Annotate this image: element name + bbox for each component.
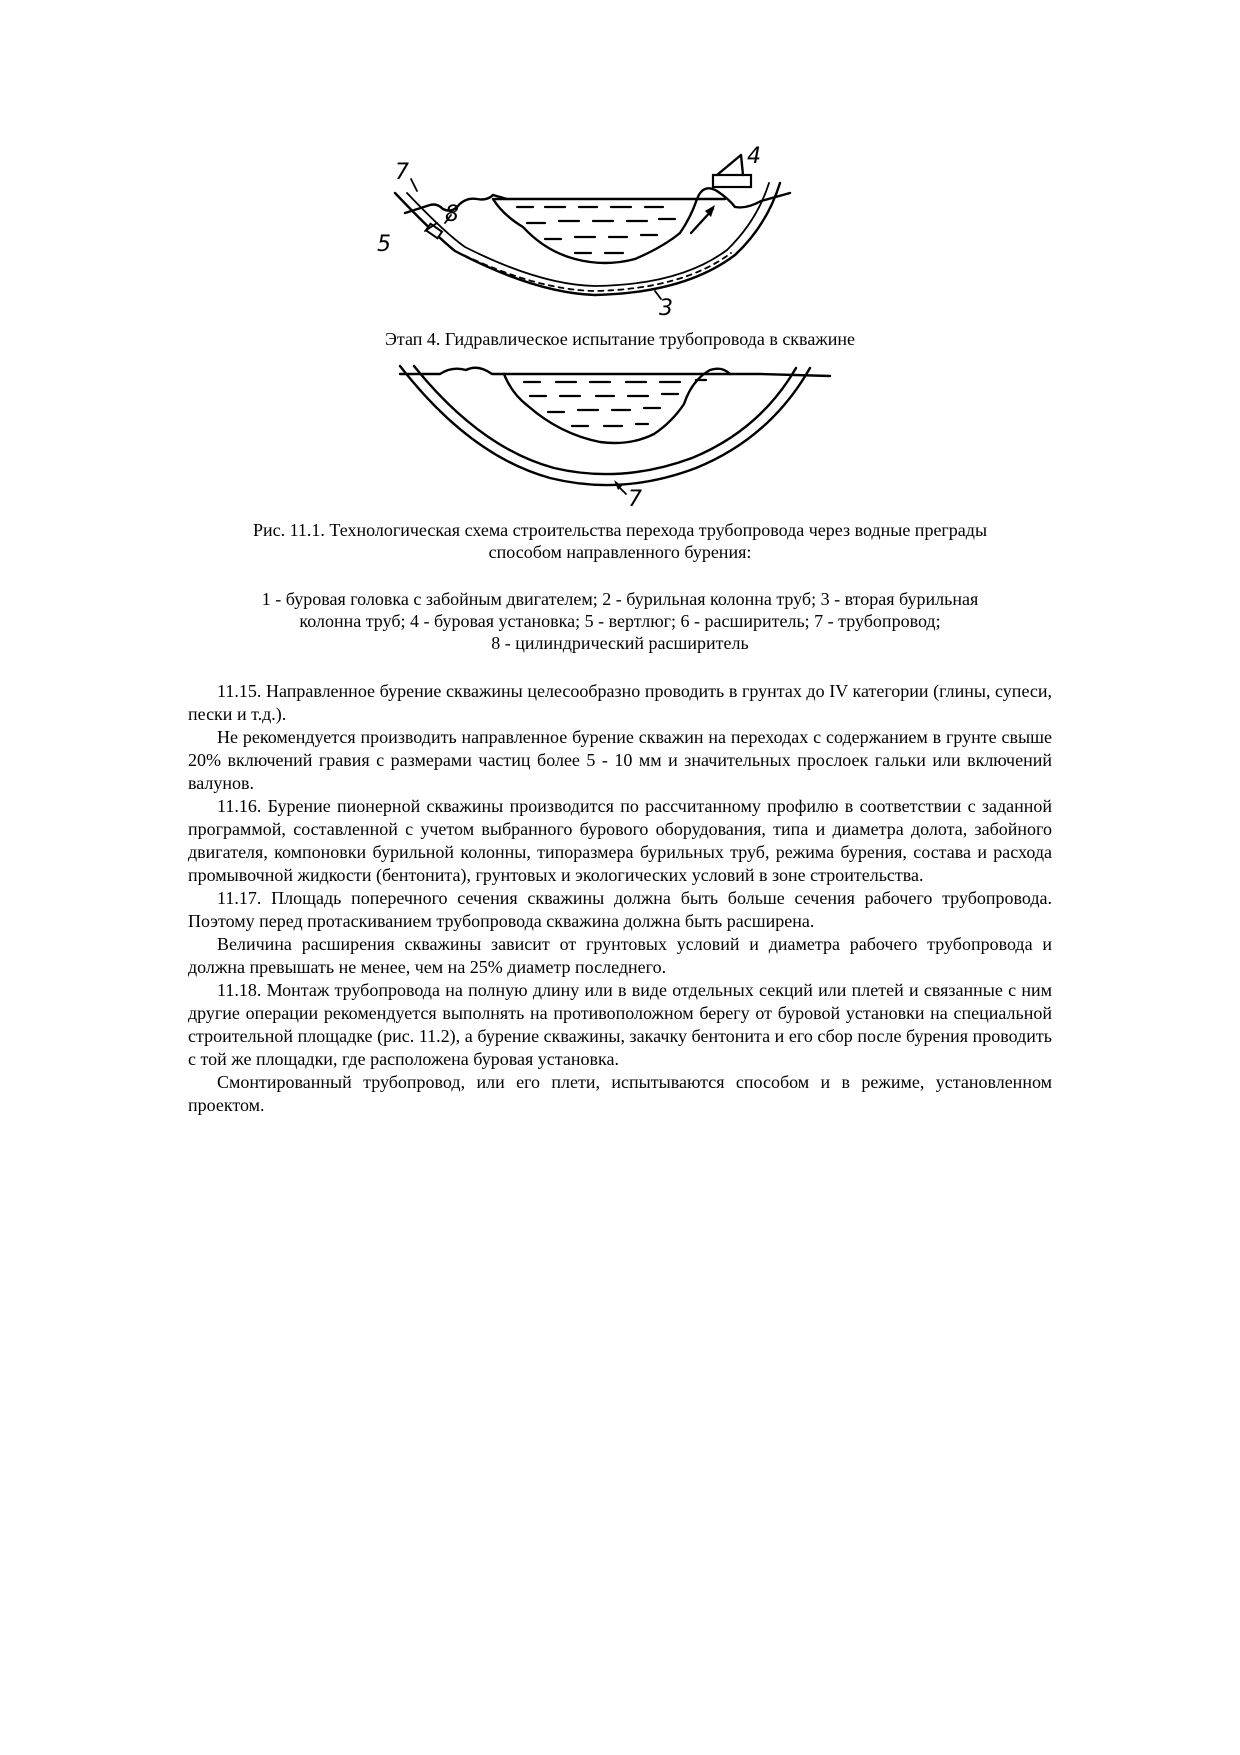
water-dashes bbox=[524, 380, 706, 426]
label-7: 7 bbox=[628, 487, 642, 512]
figure-final-diagram bbox=[400, 360, 850, 510]
label-7-top: 7 bbox=[395, 160, 409, 185]
figure-legend-line1: 1 - буровая головка с забойным двигателем; 2 - бурильная колонна труб; 3 - вторая бурильная bbox=[261, 589, 979, 609]
body-text bbox=[188, 680, 1052, 1117]
label-5: 5 bbox=[377, 232, 391, 257]
paragraph-11-18: 11.18. Монтаж трубопровода на полную длину или в виде отдельных секций или плетей и связанные с ним другие операции рекомендуется выполнять на противоположном берегу от буровой установки на специальной строительной площадке (рис. 11.2), а бурение скважины, закачку бентонита и его сбор после бурения проводить с той же площадки, где расположена буровая установка. bbox=[188, 980, 1052, 1069]
label-4: 4 bbox=[747, 144, 761, 169]
paragraph-11-17: 11.17. Площадь поперечного сечения скважины должна быть больше сечения рабочего трубопровода. Поэтому перед протаскиванием трубопровода скважина должна быть расширена. bbox=[188, 888, 1052, 931]
label-3: 3 bbox=[659, 296, 673, 321]
figure-stage4-diagram bbox=[377, 144, 855, 321]
drill-rig-icon bbox=[713, 155, 751, 187]
figure-title-line1: Рис. 11.1. Технологическая схема строительства перехода трубопровода через водные преграды bbox=[252, 520, 988, 540]
figure-legend-line2: колонна труб; 4 - буровая установка; 5 - вертлюг; 6 - расширитель; 7 - трубопровод; bbox=[299, 611, 941, 631]
figure-legend-line3: 8 - цилиндрический расширитель bbox=[491, 633, 749, 653]
paragraph-11-15: 11.15. Направленное бурение скважины целесообразно проводить в грунтах до IV категории (глины, супеси, пески и т.д.). bbox=[188, 681, 1052, 724]
water-dashes bbox=[517, 207, 675, 253]
figure-title-line2: способом направленного бурения: bbox=[488, 542, 752, 562]
paragraph-11-16: 11.16. Бурение пионерной скважины производится по рассчитанному профилю в соответствии с заданной программой, составленной с учетом выбранного бурового оборудования, типа и диаметра долота, забойного двигателя, компоновки бурильной колонны, типоразмера бурильных труб, режима бурения, состава и расхода промывочной жидкости (бентонита), грунтовых и экологических условий в зоне строительства. bbox=[188, 796, 1052, 885]
paragraph-expansion: Величина расширения скважины зависит от грунтовых условий и диаметра рабочего трубопровода и должна превышать не менее, чем на 25% диаметр последнего. bbox=[188, 934, 1052, 977]
paragraph-gravel: Не рекомендуется производить направленное бурение скважин на переходах с содержанием в грунте свыше 20% включений гравия с размерами частиц более 5 - 10 мм и значительных прослоек гальки или включений валунов. bbox=[188, 727, 1052, 793]
ground-right-line bbox=[730, 374, 830, 376]
stage4-caption: Этап 4. Гидравлическое испытание трубопровода в скважине bbox=[384, 329, 855, 349]
paragraph-testing: Смонтированный трубопровод, или его плети, испытываются способом и в режиме, установленном проектом. bbox=[188, 1072, 1052, 1115]
label-8: 8 bbox=[445, 202, 459, 227]
